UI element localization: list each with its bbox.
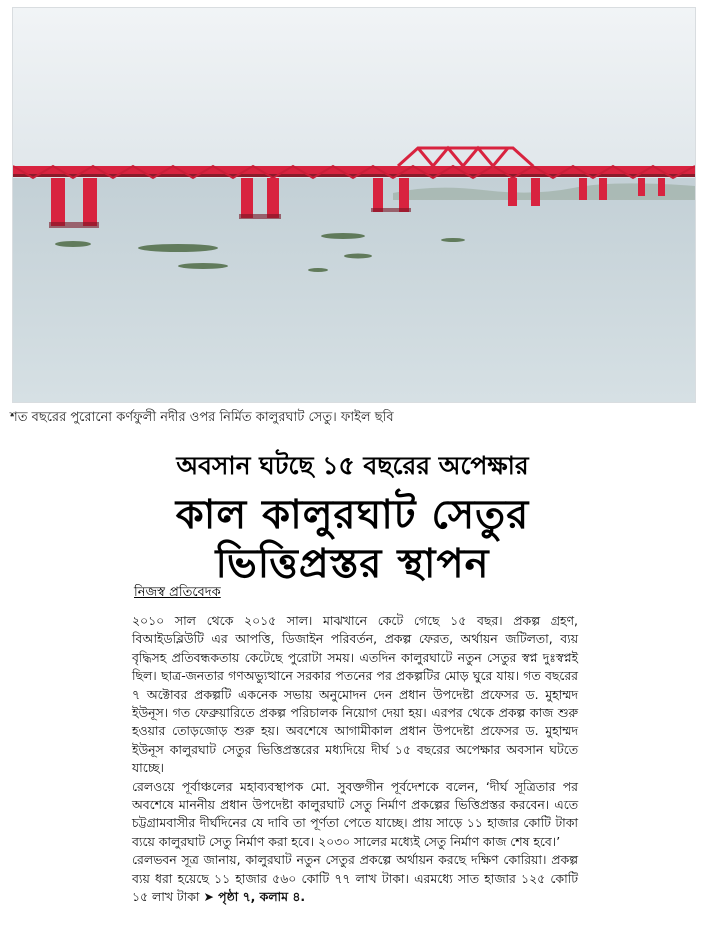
paragraph-3: [132, 851, 578, 906]
article-body: [132, 612, 578, 907]
paragraph-2: রেলওয়ে পূর্বাঞ্চলের মহাব্যবস্থাপক মো. সুবক্তগীন পূর্বদেশকে বলেন, ‘দীর্ঘ সূত্রিতার পর অবশেষে মাননীয় প্রধান উপদেষ্টা কালুরঘাট সেতু নির্মাণ প্রকল্পের ভিত্তিপ্রস্তর করবেন। এতে চট্টগ্রামবাসীর দীর্ঘদিনের যে দাবি তা পূর্ণতা পেতে যাচ্ছে। প্রায় সাড়ে ১১ হাজার কোটি টাকা ব্যয়ে কালুরঘাট সেতু নির্মাণ করা হবে। ২০৩০ সালের মধ্যেই সেতু নির্মাণ কাজ শেষ হবে।’: [132, 778, 578, 849]
paragraph-3-text: রেলভবন সূত্র জানায়, কালুরঘাট নতুন সেতুর প্রকল্পে অর্থায়ন করছে দক্ষিণ কোরিয়া। প্রকল্প ব্যয় ধরা হয়েছে ১১ হাজার ৫৬০ কোটি ৭৭ লাখ টাকা। এরমধ্যে সাত হাজার ১২৫ কোটি ১৫ লাখ টাকা: [132, 852, 578, 905]
paragraph-1: ২০১০ সাল থেকে ২০১৫ সাল। মাঝখানে কেটে গেছে ১৫ বছর। প্রকল্প গ্রহণ, বিআইডব্লিউটি এর আপত্তি, ডিজাইন পরিবর্তন, প্রকল্প ফেরত, অর্থায়ন জটিলতা, ব্যয় বৃদ্ধিসহ প্রতিবন্ধকতায় কেটেছে পুরোটা সময়। এতদিন কালুরঘাটে নতুন সেতুর স্বপ্ন দুঃস্বপ্নই ছিল। ছাত্র-জনতার গণঅভ্যুত্থানে সরকার পতনের পর প্রকল্পটির মোড় ঘুরে যায়। গত বছরের ৭ অক্টোবর প্রকল্পটি একনেক সভায় অনুমোদন দেন প্রধান উপদেষ্টা প্রফেসর ড. মুহাম্মদ ইউনূস। গত ফেব্রুয়ারিতে প্রকল্প পরিচালক নিয়োগ দেয়া হয়। এরপর থেকে প্রকল্প কাজ শুরু হওয়ার তোড়জোড় শুরু হয়। অবশেষে আগামীকাল প্রধান উপদেষ্টা প্রফেসর ড. মুহাম্মদ ইউনূস কালুরঘাট সেতুর ভিত্তিপ্রস্তরের মধ্যদিয়ে দীর্ঘ ১৫ বছরের অপেক্ষার অবসান ঘটতে যাচ্ছে।: [132, 613, 578, 776]
continuation-link[interactable]: ➤ পৃষ্ঠা ৭, কলাম ৪.: [203, 889, 306, 905]
headline-line-1: কাল কালুরঘাট সেতুর: [175, 492, 530, 538]
headline-line-2: ভিত্তিপ্রস্তর স্থাপন: [215, 541, 490, 587]
photo-caption: শত বছরের পুরোনো কর্ণফুলী নদীর ওপর নির্মিত কালুরঘাট সেতু। ফাইল ছবি: [10, 410, 394, 425]
bridge-photo: [12, 7, 696, 403]
byline: নিজস্ব প্রতিবেদক: [134, 585, 221, 600]
bridge-illustration: [13, 8, 695, 402]
kicker-headline: অবসান ঘটছে ১৫ বছরের অপেক্ষার: [176, 451, 529, 480]
